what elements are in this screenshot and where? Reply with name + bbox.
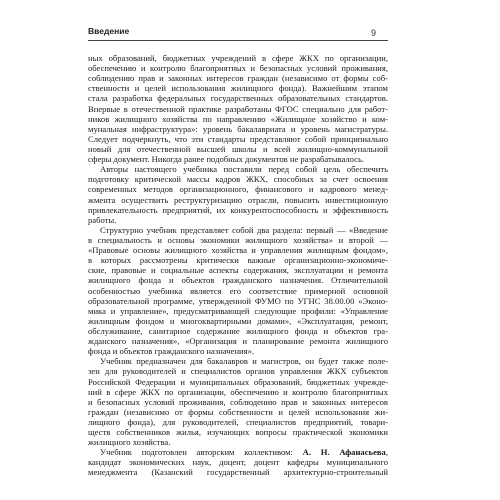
body-text	[88, 53, 388, 478]
text-line: и безопасных условий проживания, соблюдению прав и законных интересов	[88, 396, 388, 407]
text-line: зен для руководителей и специалистов органов управления ЖКХ субъектов	[88, 366, 388, 377]
text-line: привлекательность предприятий, их конкурентоспособность и эффективность	[88, 204, 388, 215]
text-line: в которых рассмотрены критически важные организационно-экономиче-	[88, 255, 388, 266]
text-line: в специальность и основы экономики жилищного хозяйства» и второй —	[88, 234, 388, 245]
text-line: граждан (независимо от формы собственности и целей использования жи-	[88, 406, 388, 417]
text-line: ных образований, бюджетных учреждений в сфере ЖКХ по организации,	[88, 53, 388, 63]
text-line: кандидат экономических наук, доцент, доцент кафедры муниципального	[88, 457, 388, 468]
text-line: жилищного хозяйства.	[88, 437, 171, 448]
text-line: новый для отечественной высшей школы и всей жилищно-коммунальной	[88, 143, 388, 154]
text-line: современных методов организационного, финансового и кадрового менед-	[88, 184, 388, 195]
text-line: Российской Федерации и муниципальных образований, бюджетных учрежде-	[88, 376, 388, 387]
text-line: обеспечению и контролю благоприятных и безопасных условий проживания,	[88, 63, 388, 74]
text-line: Авторы настоящего учебника поставили перед собой цель обеспечить	[100, 164, 388, 175]
text-line: менеджмента (Казанский государственный архитектурно-строительный	[88, 467, 388, 478]
text-line: Учебник предназначен для бакалавров и магистров, он будет также поле-	[100, 356, 388, 367]
text-line: стала разработка федеральных государственных образовательных стандартов.	[88, 93, 388, 104]
text-line: ские, правовые и социальные аспекты содержания, эксплуатации и ремонта	[88, 265, 388, 276]
author-name: А. Н. Афанасьева	[302, 447, 386, 458]
text-line: ществ собственников жилья, изучающих вопросы практической экономики	[88, 427, 388, 438]
text-line: мунальная инфраструктура»: уровень бакалавриата и уровень магистратуры.	[88, 123, 388, 134]
text-line: ний в сфере ЖКХ по организации, обеспечению и контролю благоприятных	[88, 386, 388, 397]
text-line: Структурно учебник представляет собой два раздела: первый — «Введение	[100, 224, 388, 235]
text-line: особенностью учебника является его соответствие примерной основной	[88, 285, 388, 296]
author-line	[88, 447, 388, 457]
text-line: мика и управление», предусматривающей следующие профили: «Управление	[88, 305, 388, 316]
text-line: ников жилищного хозяйства по направлению «Жилищное хозяйство и ком-	[88, 113, 388, 124]
text-line: работы.	[88, 214, 117, 225]
page-number: 9	[370, 28, 376, 38]
header-rule	[88, 40, 388, 41]
text-line: жданского назначения», «Организация и планирование ремонта жилищного	[88, 336, 388, 347]
text-line: «Правовые основы жилищного хозяйства и управления жилищным фондом»,	[88, 245, 388, 256]
text-line: сферы документ. Никогда ранее подобных документов не разрабатывалось.	[88, 154, 365, 165]
running-head-section-title: Введение	[88, 26, 130, 36]
text-line: подготовку критической массы кадров ЖКХ, способных за счет освоения	[88, 174, 388, 185]
author-intro: Учебник подготовлен авторским коллективом:	[100, 447, 303, 458]
text-line: лищного фонда), для руководителей, специалистов предприятий, товари-	[88, 416, 388, 427]
text-line: Впервые в отечественной практике разработаны ФГОС специально для работ-	[88, 103, 388, 114]
text-line: фонда и объектов гражданского назначения».	[88, 346, 255, 357]
text-line: ственности и целей использования жилищного фонда). Важнейшим этапом	[88, 83, 388, 94]
text-line: соблюдению прав и законных интересов граждан (независимо от формы соб-	[88, 73, 388, 84]
text-line: жилищным фондом и многоквартирными домами», «Эксплуатация, ремонт,	[88, 315, 388, 326]
author-tail: ,	[385, 447, 388, 458]
text-line: образовательной программе, утвержденной ФУМО по УГНС 38.00.00 «Эконо-	[88, 295, 388, 306]
text-line: обслуживание, санитарное содержание жилищного фонда и объектов гра-	[88, 325, 388, 336]
text-line: жилищного фонда и объектов гражданского назначения. Отличительной	[88, 275, 388, 286]
text-line: жмента осуществить реструктуризацию отрасли, повысить инвестиционную	[88, 194, 388, 205]
text-line: Следует подчеркнуть, что эти стандарты представляют собой принципиально	[88, 133, 388, 144]
